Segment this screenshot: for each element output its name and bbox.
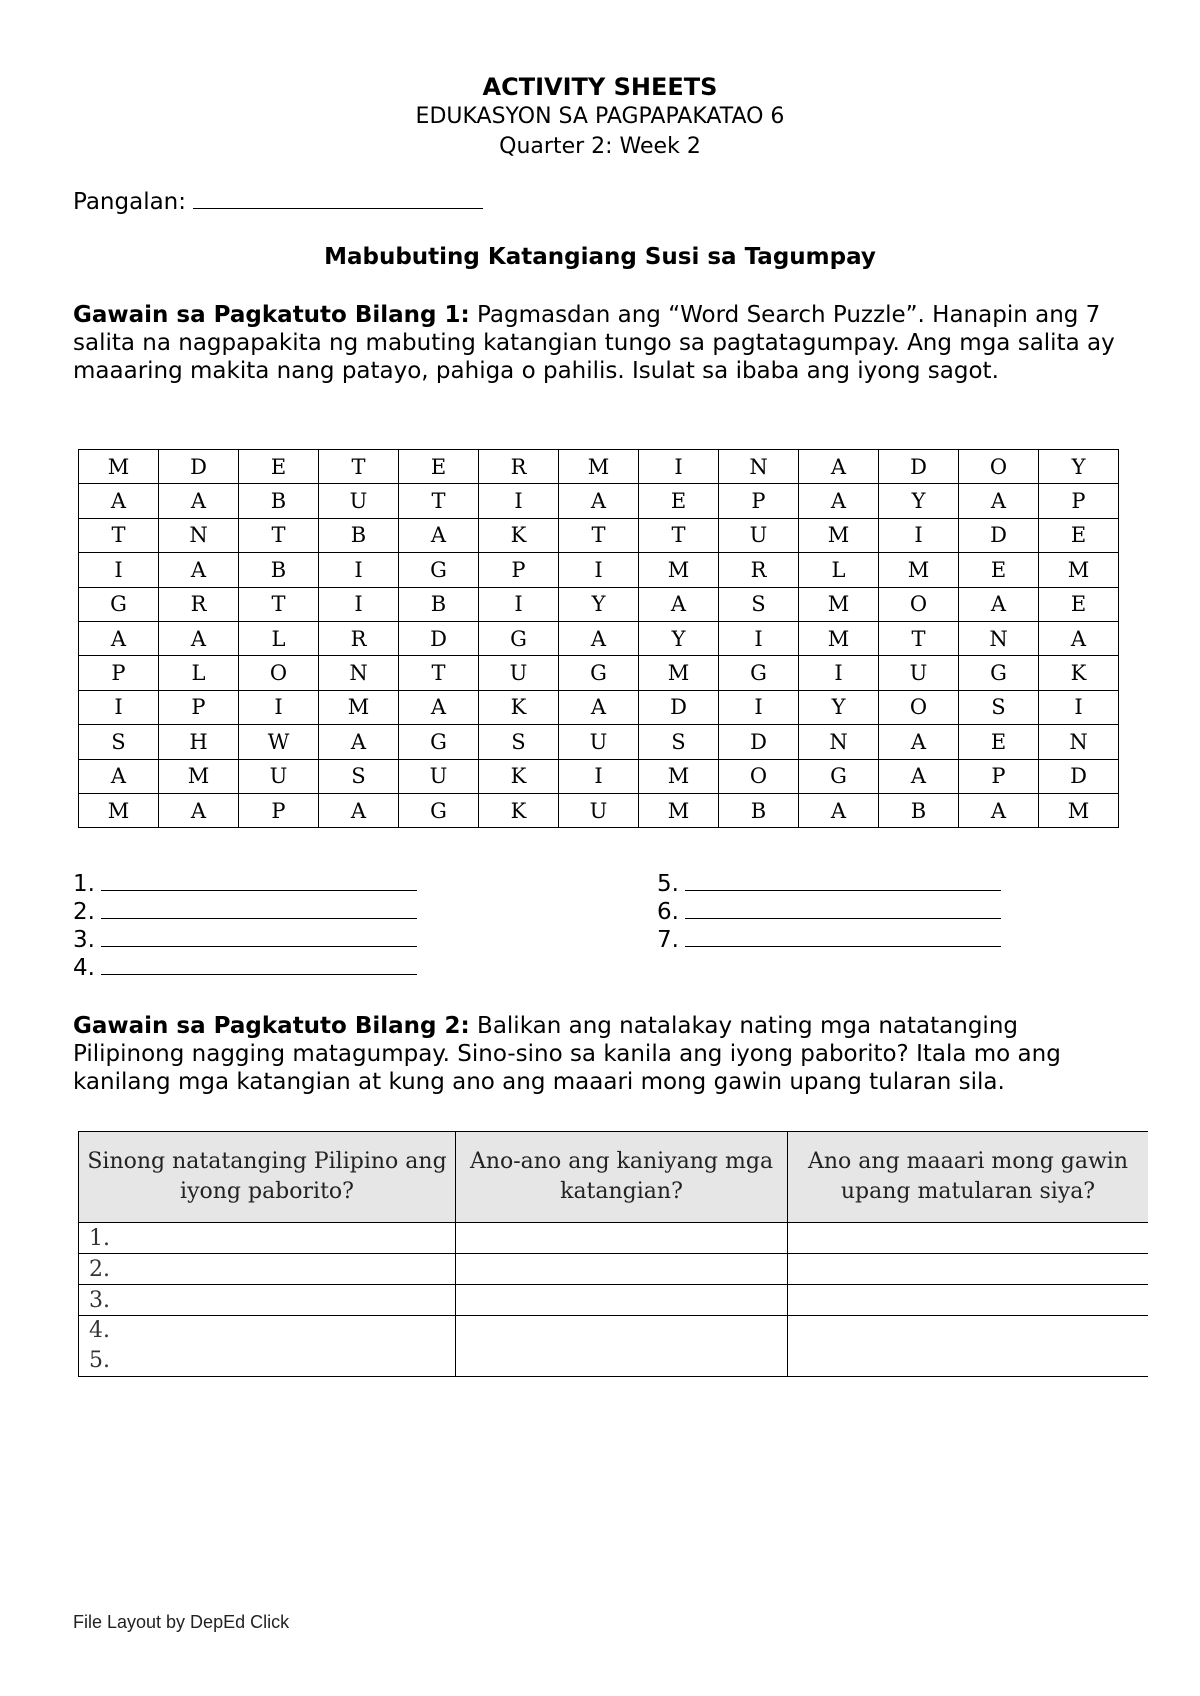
word-search-cell[interactable]: W	[239, 725, 319, 759]
word-search-cell[interactable]: T	[879, 621, 959, 655]
word-search-cell[interactable]: A	[799, 793, 879, 827]
word-search-cell[interactable]: P	[79, 656, 159, 690]
word-search-cell[interactable]: A	[399, 690, 479, 724]
word-search-cell[interactable]: D	[719, 725, 799, 759]
quarter-week: Quarter 2: Week 2	[499, 134, 701, 159]
word-search-cell[interactable]: M	[79, 793, 159, 827]
table-row	[79, 1223, 1149, 1254]
word-search-cell[interactable]: O	[879, 690, 959, 724]
word-search-cell[interactable]: D	[399, 621, 479, 655]
word-search-cell[interactable]: U	[239, 759, 319, 793]
word-search-cell[interactable]: I	[719, 690, 799, 724]
word-search-row	[79, 725, 1119, 759]
answer-number: 2.	[73, 899, 95, 925]
word-search-cell[interactable]: U	[399, 759, 479, 793]
word-search-cell[interactable]: A	[959, 587, 1039, 621]
word-search-cell[interactable]: A	[159, 553, 239, 587]
word-search-cell[interactable]: K	[479, 759, 559, 793]
word-search-cell[interactable]: M	[799, 518, 879, 552]
word-search-row	[79, 484, 1119, 518]
action-cell[interactable]	[788, 1254, 1149, 1285]
word-search-cell[interactable]: M	[799, 621, 879, 655]
word-search-cell[interactable]: M	[639, 793, 719, 827]
word-search-cell[interactable]: K	[479, 793, 559, 827]
word-search-cell[interactable]: I	[559, 553, 639, 587]
word-search-cell[interactable]: D	[959, 518, 1039, 552]
word-search-row	[79, 518, 1119, 552]
word-search-cell[interactable]: E	[1039, 518, 1119, 552]
word-search-row	[79, 759, 1119, 793]
word-search-cell[interactable]: M	[319, 690, 399, 724]
action-cell[interactable]	[788, 1316, 1149, 1377]
answer-blank-line[interactable]	[101, 870, 417, 891]
word-search-cell[interactable]: L	[159, 656, 239, 690]
word-search-cell[interactable]: E	[959, 725, 1039, 759]
word-search-cell[interactable]: I	[559, 759, 639, 793]
word-search-cell[interactable]: A	[79, 759, 159, 793]
activity1-text: Pagmasdan ang “Word Search Puzzle”. Hanapin ang 7 salita na nagpapakita ng mabuting katangian tungo sa pagtatagumpay. Ang mga salita ay maaaring makita nang patayo, pahiga o pahilis. Isulat sa ibaba ang iyong sagot.	[73, 302, 1115, 384]
word-search-cell[interactable]: O	[719, 759, 799, 793]
answer-number: 1.	[73, 871, 95, 897]
word-search-cell[interactable]: A	[879, 759, 959, 793]
word-search-cell[interactable]: N	[1039, 725, 1119, 759]
word-search-cell[interactable]: N	[159, 518, 239, 552]
word-search-cell[interactable]: M	[799, 587, 879, 621]
word-search-cell[interactable]: T	[239, 587, 319, 621]
answer-item	[73, 954, 417, 982]
word-search-cell[interactable]: G	[799, 759, 879, 793]
word-search-cell[interactable]: B	[239, 553, 319, 587]
word-search-cell[interactable]: P	[719, 484, 799, 518]
word-search-row	[79, 793, 1119, 827]
word-search-cell[interactable]: O	[959, 450, 1039, 484]
footer-credit: File Layout by DepEd Click	[73, 1612, 290, 1632]
word-search-cell[interactable]: S	[479, 725, 559, 759]
word-search-cell[interactable]: A	[959, 793, 1039, 827]
word-search-cell[interactable]: U	[719, 518, 799, 552]
traits-cell[interactable]	[456, 1316, 788, 1377]
word-search-cell[interactable]: T	[559, 518, 639, 552]
word-search-cell[interactable]: B	[879, 793, 959, 827]
word-search-cell[interactable]: S	[959, 690, 1039, 724]
traits-cell[interactable]	[456, 1223, 788, 1254]
word-search-cell[interactable]: A	[79, 621, 159, 655]
word-search-cell[interactable]: R	[319, 621, 399, 655]
word-search-row	[79, 621, 1119, 655]
word-search-cell[interactable]: I	[239, 690, 319, 724]
word-search-cell[interactable]: P	[159, 690, 239, 724]
row-number: 5.	[89, 1348, 110, 1373]
row-number-cell[interactable]	[79, 1316, 456, 1377]
word-search-cell[interactable]: G	[79, 587, 159, 621]
word-search-cell[interactable]: Y	[639, 621, 719, 655]
name-blank-line[interactable]	[193, 188, 483, 209]
word-search-cell[interactable]: L	[239, 621, 319, 655]
word-search-cell[interactable]: T	[79, 518, 159, 552]
table-header-favorite: Sinong natatanging Pilipino ang iyong paborito?	[79, 1132, 456, 1223]
answer-item	[73, 926, 417, 954]
word-search-cell[interactable]: Y	[1039, 450, 1119, 484]
row-number: 4.	[89, 1318, 110, 1343]
word-search-cell[interactable]: G	[559, 656, 639, 690]
answer-number: 6.	[657, 899, 679, 925]
word-search-row	[79, 690, 1119, 724]
word-search-cell[interactable]: M	[159, 759, 239, 793]
table-row	[79, 1285, 1149, 1316]
word-search-cell[interactable]: M	[1039, 793, 1119, 827]
word-search-cell[interactable]: A	[159, 484, 239, 518]
word-search-cell[interactable]: K	[1039, 656, 1119, 690]
word-search-row	[79, 587, 1119, 621]
word-search-cell[interactable]: D	[159, 450, 239, 484]
word-search-cell[interactable]: P	[479, 553, 559, 587]
word-search-cell[interactable]: I	[719, 621, 799, 655]
word-search-cell[interactable]: N	[319, 656, 399, 690]
word-search-cell[interactable]: A	[319, 725, 399, 759]
word-search-cell[interactable]: Y	[879, 484, 959, 518]
word-search-cell[interactable]: A	[559, 621, 639, 655]
word-search-cell[interactable]: D	[879, 450, 959, 484]
word-search-cell[interactable]: I	[479, 587, 559, 621]
word-search-cell[interactable]: I	[479, 484, 559, 518]
word-search-cell[interactable]: D	[639, 690, 719, 724]
word-search-cell[interactable]: E	[1039, 587, 1119, 621]
word-search-cell[interactable]: N	[719, 450, 799, 484]
word-search-cell[interactable]: I	[1039, 690, 1119, 724]
word-search-cell[interactable]: O	[879, 587, 959, 621]
word-search-cell[interactable]: G	[399, 553, 479, 587]
word-search-cell[interactable]: E	[639, 484, 719, 518]
word-search-row	[79, 656, 1119, 690]
word-search-cell[interactable]: N	[799, 725, 879, 759]
word-search-cell[interactable]: I	[319, 587, 399, 621]
name-row	[73, 188, 483, 215]
word-search-cell[interactable]: L	[799, 553, 879, 587]
word-search-cell[interactable]: D	[1039, 759, 1119, 793]
favorite-filipino-table	[78, 1131, 1148, 1377]
word-search-cell[interactable]: T	[399, 656, 479, 690]
document-title: ACTIVITY SHEETS	[482, 73, 718, 101]
word-search-cell[interactable]: T	[239, 518, 319, 552]
word-search-cell[interactable]: S	[719, 587, 799, 621]
word-search-cell[interactable]: G	[399, 793, 479, 827]
word-search-cell[interactable]: T	[399, 484, 479, 518]
word-search-cell[interactable]: H	[159, 725, 239, 759]
row-number-cell[interactable]: 2.	[79, 1254, 456, 1285]
table-header-row	[79, 1132, 1149, 1223]
word-search-cell[interactable]: N	[959, 621, 1039, 655]
word-search-cell[interactable]: P	[1039, 484, 1119, 518]
word-search-cell[interactable]: O	[239, 656, 319, 690]
word-search-row	[79, 450, 1119, 484]
word-search-cell[interactable]: B	[319, 518, 399, 552]
word-search-cell[interactable]: I	[319, 553, 399, 587]
word-search-cell[interactable]: T	[639, 518, 719, 552]
word-search-cell[interactable]: U	[479, 656, 559, 690]
word-search-cell[interactable]: U	[879, 656, 959, 690]
word-search-row	[79, 553, 1119, 587]
word-search-grid	[78, 449, 1119, 828]
answer-blank-line[interactable]	[685, 870, 1001, 891]
answer-item	[73, 870, 417, 898]
action-cell[interactable]	[788, 1223, 1149, 1254]
word-search-cell[interactable]: E	[239, 450, 319, 484]
word-search-cell[interactable]: B	[399, 587, 479, 621]
activity2-text: Balikan ang natalakay nating mga natatanging Pilipinong nagging matagumpay. Sino-sino sa kanila ang iyong paborito? Itala mo ang kanilang mga katangian at kung ano ang maaari mong gawin upang tularan sila.	[73, 1013, 1061, 1095]
word-search-cell[interactable]: P	[959, 759, 1039, 793]
action-cell[interactable]	[788, 1285, 1149, 1316]
answer-item	[657, 898, 1001, 926]
activity2-label: Gawain sa Pagkatuto Bilang 2:	[73, 1013, 470, 1039]
subject-title: EDUKASYON SA PAGPAPAKATAO 6	[415, 104, 785, 129]
word-search-cell[interactable]: U	[559, 725, 639, 759]
word-search-cell[interactable]: R	[719, 553, 799, 587]
word-search-cell[interactable]: S	[319, 759, 399, 793]
name-label: Pangalan:	[73, 189, 187, 215]
word-search-cell[interactable]: K	[479, 690, 559, 724]
word-search-cell[interactable]: A	[959, 484, 1039, 518]
word-search-cell[interactable]: I	[879, 518, 959, 552]
word-search-cell[interactable]: Y	[559, 587, 639, 621]
answer-blank-line[interactable]	[101, 926, 417, 947]
word-search-cell[interactable]: B	[239, 484, 319, 518]
word-search-cell[interactable]: K	[479, 518, 559, 552]
word-search-cell[interactable]: I	[79, 690, 159, 724]
word-search-cell[interactable]: A	[879, 725, 959, 759]
answer-number: 7.	[657, 927, 679, 953]
answer-blank-line[interactable]	[685, 926, 1001, 947]
word-search-cell[interactable]: G	[719, 656, 799, 690]
row-number-cell[interactable]: 1.	[79, 1223, 456, 1254]
word-search-cell[interactable]: T	[319, 450, 399, 484]
word-search-cell[interactable]: P	[239, 793, 319, 827]
word-search-cell[interactable]: A	[559, 690, 639, 724]
word-search-cell[interactable]: B	[719, 793, 799, 827]
row-number-cell[interactable]: 3.	[79, 1285, 456, 1316]
table-header-action: Ano ang maaari mong gawin upang matularan siya?	[788, 1132, 1149, 1223]
word-search-cell[interactable]: A	[399, 518, 479, 552]
word-search-cell[interactable]: A	[799, 450, 879, 484]
word-search-cell[interactable]: E	[399, 450, 479, 484]
table-row	[79, 1254, 1149, 1285]
word-search-cell[interactable]: S	[639, 725, 719, 759]
word-search-cell[interactable]: E	[959, 553, 1039, 587]
word-search-cell[interactable]: A	[1039, 621, 1119, 655]
answer-item	[73, 898, 417, 926]
answer-number: 4.	[73, 955, 95, 981]
word-search-cell[interactable]: A	[319, 793, 399, 827]
word-search-cell[interactable]: I	[799, 656, 879, 690]
word-search-cell[interactable]: G	[959, 656, 1039, 690]
activity1-label: Gawain sa Pagkatuto Bilang 1:	[73, 302, 470, 328]
word-search-cell[interactable]: A	[159, 793, 239, 827]
answer-item	[657, 926, 1001, 954]
answer-blank-line[interactable]	[101, 898, 417, 919]
word-search-cell[interactable]: R	[479, 450, 559, 484]
word-search-cell[interactable]: U	[319, 484, 399, 518]
answer-list-left	[73, 870, 417, 982]
answer-number: 5.	[657, 871, 679, 897]
word-search-cell[interactable]: A	[799, 484, 879, 518]
word-search-cell[interactable]: M	[1039, 553, 1119, 587]
activity1-instructions	[73, 301, 1133, 385]
word-search-cell[interactable]: M	[639, 656, 719, 690]
word-search-cell[interactable]: Y	[799, 690, 879, 724]
word-search-cell[interactable]: A	[79, 484, 159, 518]
word-search-cell[interactable]: M	[639, 759, 719, 793]
answer-list-right	[657, 870, 1001, 954]
document-header	[0, 72, 1200, 162]
topic-title: Mabubuting Katangiang Susi sa Tagumpay	[324, 244, 876, 270]
traits-cell[interactable]	[456, 1254, 788, 1285]
word-search-cell[interactable]: M	[559, 450, 639, 484]
word-search-cell[interactable]: U	[559, 793, 639, 827]
word-search-cell[interactable]: R	[159, 587, 239, 621]
word-search-cell[interactable]: M	[79, 450, 159, 484]
word-search-cell[interactable]: M	[639, 553, 719, 587]
word-search-cell[interactable]: I	[79, 553, 159, 587]
activity2-instructions	[73, 1012, 1133, 1096]
answer-blank-line[interactable]	[101, 954, 417, 975]
answer-item	[657, 870, 1001, 898]
word-search-cell[interactable]: G	[399, 725, 479, 759]
word-search-cell[interactable]: M	[879, 553, 959, 587]
word-search-cell[interactable]: S	[79, 725, 159, 759]
word-search-cell[interactable]: I	[639, 450, 719, 484]
word-search-cell[interactable]: A	[159, 621, 239, 655]
word-search-cell[interactable]: A	[559, 484, 639, 518]
answer-blank-line[interactable]	[685, 898, 1001, 919]
table-header-traits: Ano-ano ang kaniyang mga katangian?	[456, 1132, 788, 1223]
word-search-cell[interactable]: A	[639, 587, 719, 621]
table-row	[79, 1316, 1149, 1377]
answer-number: 3.	[73, 927, 95, 953]
traits-cell[interactable]	[456, 1285, 788, 1316]
word-search-cell[interactable]: G	[479, 621, 559, 655]
